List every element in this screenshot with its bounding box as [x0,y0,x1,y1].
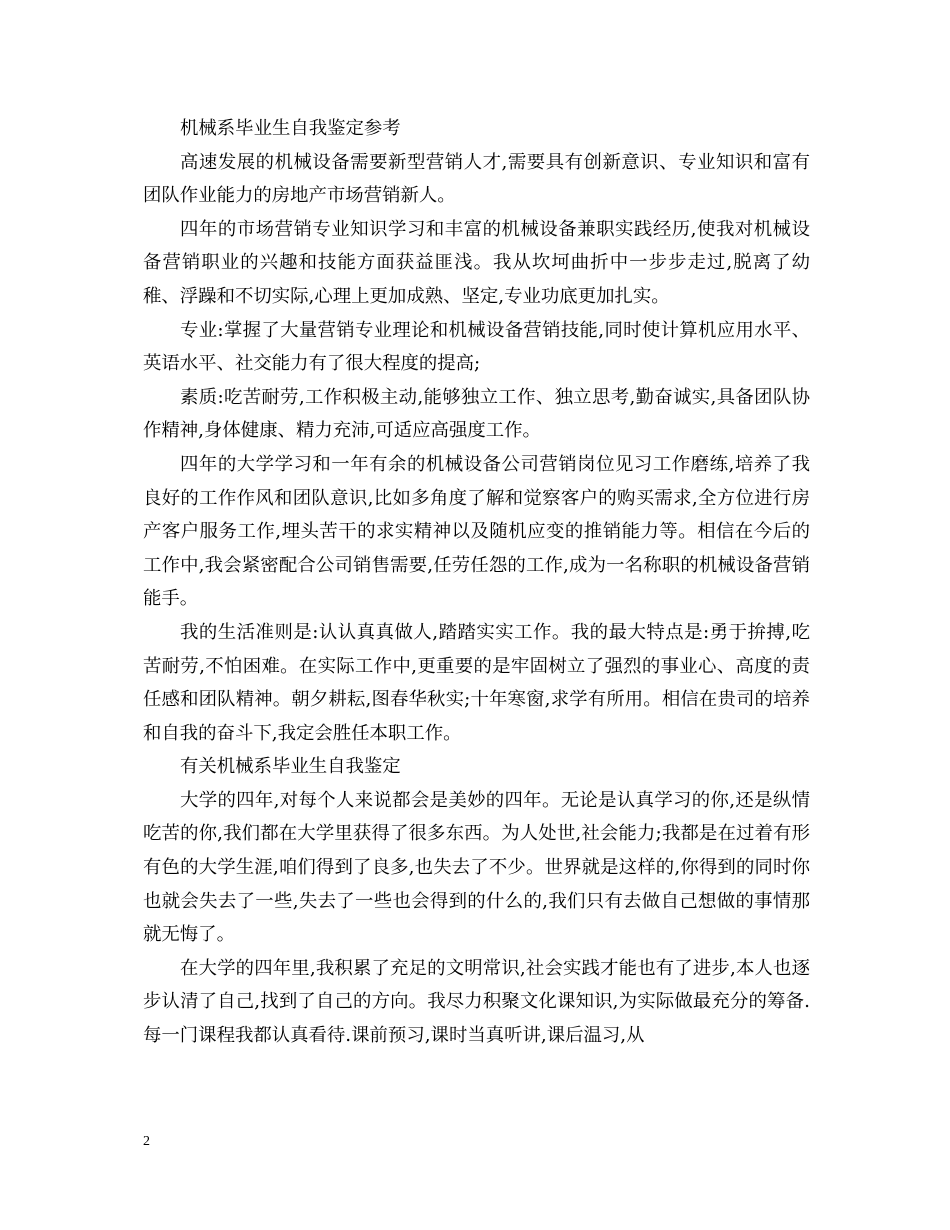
paragraph: 高速发展的机械设备需要新型营销人才,需要具有创新意识、专业知识和富有团队作业能力的房地产市场营销新人。 [143,151,810,207]
paragraph: 素质:吃苦耐劳,工作积极主动,能够独立工作、独立思考,勤奋诚实,具备团队协作精神,身体健康、精力充沛,可适应高强度工作。 [143,386,810,442]
section-heading-2: 有关机械系毕业生自我鉴定 [180,756,401,778]
section-heading-1: 机械系毕业生自我鉴定参考 [180,118,401,139]
paragraph: 我的生活准则是:认认真真做人,踏踏实实工作。我的最大特点是:勇于拚搏,吃苦耐劳,不怕困难。在实际工作中,更重要的是牢固树立了强烈的事业心、高度的责任感和团队精神。朝夕耕耘,图春华秋实;十年寒窗,求学有所用。相信在贵司的培养和自我的奋斗下,我定会胜任本职工作。 [143,621,810,744]
document-body [143,112,810,1053]
paragraph: 大学的四年,对每个人来说都会是美妙的四年。无论是认真学习的你,还是纵情吃苦的你,我们都在大学里获得了很多东西。为人处世,社会能力;我都是在过着有形有色的大学生涯,咱们得到了良多,也失去了不少。世界就是这样的,你得到的同时你也就会失去了一些,失去了一些也会得到的什么的,我们只有去做自己想做的事情那就无悔了。 [143,789,810,946]
page-number: 2 [143,1134,150,1149]
paragraph: 在大学的四年里,我积累了充足的文明常识,社会实践才能也有了进步,本人也逐步认清了自己,找到了自己的方向。我尽力积聚文化课知识,为实际做最充分的筹备.每一门课程我都认真看待.课前预习,课时当真听讲,课后温习,从 [143,957,810,1047]
paragraph: 专业:掌握了大量营销专业理论和机械设备营销技能,同时使计算机应用水平、英语水平、社交能力有了很大程度的提高; [143,319,810,375]
paragraph: 四年的市场营销专业知识学习和丰富的机械设备兼职实践经历,使我对机械设备营销职业的兴趣和技能方面获益匪浅。我从坎坷曲折中一步步走过,脱离了幼稚、浮躁和不切实际,心理上更加成熟、坚定,专业功底更加扎实。 [143,218,810,307]
paragraph: 四年的大学学习和一年有余的机械设备公司营销岗位见习工作磨练,培养了我良好的工作作风和团队意识,比如多角度了解和觉察客户的购买需求,全方位进行房产客户服务工作,埋头苦干的求实精神以及随机应变的推销能力等。相信在今后的工作中,我会紧密配合公司销售需要,任劳任怨的工作,成为一名称职的机械设备营销能手。 [143,453,810,610]
